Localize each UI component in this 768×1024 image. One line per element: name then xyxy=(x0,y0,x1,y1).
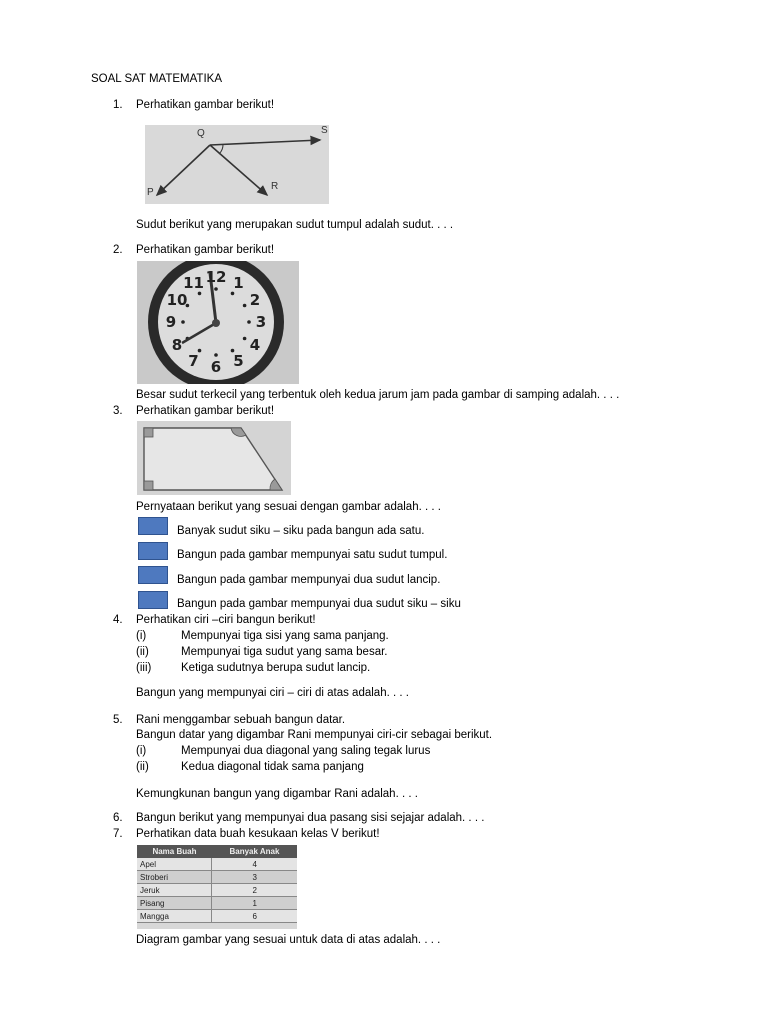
clock-numeral-6: 6 xyxy=(210,358,222,376)
q7-fruit-table-image xyxy=(137,845,297,929)
clock-hour-dot xyxy=(198,292,202,296)
q3-trapezoid-figure xyxy=(137,421,291,495)
q5-number: 5. xyxy=(113,714,123,726)
clock-numeral-11: 11 xyxy=(183,274,204,292)
clock-numeral-4: 4 xyxy=(249,335,261,354)
q6-text: Bangun berikut yang mempunyai dua pasang sisi sejajar adalah. . . . xyxy=(136,812,485,824)
clock-hour-dot xyxy=(247,320,251,324)
q5-question: Kemungkunan bangun yang digambar Rani adalah. . . . xyxy=(136,788,418,800)
table-cell: Apel xyxy=(137,858,212,871)
clock-numeral-1: 1 xyxy=(233,274,244,292)
q3-option-d-checkbox[interactable] xyxy=(138,591,168,609)
q4-item-iii: Ketiga sudutnya berupa sudut lancip. xyxy=(181,662,371,674)
q4-item-ii: Mempunyai tiga sudut yang sama besar. xyxy=(181,646,388,658)
q1-angle-figure xyxy=(145,125,329,204)
q4-number: 4. xyxy=(113,614,123,626)
table-row xyxy=(137,858,297,871)
q3-option-b-checkbox[interactable] xyxy=(138,542,168,560)
clock-numeral-3: 3 xyxy=(255,313,267,331)
table-row xyxy=(137,897,297,910)
q4-item-ii-num: (ii) xyxy=(136,646,149,658)
q5-item-ii: Kedua diagonal tidak sama panjang xyxy=(181,761,364,773)
q2-text: Perhatikan gambar berikut! xyxy=(136,244,275,256)
table-cell: 1 xyxy=(212,897,297,910)
table-cell: Mangga xyxy=(137,910,212,923)
q7-text: Perhatikan data buah kesukaan kelas V berikut! xyxy=(136,828,380,840)
q1-label-p: P xyxy=(147,187,154,198)
clock-hour-dot xyxy=(231,292,235,296)
q5-item-i: Mempunyai dua diagonal yang saling tegak lurus xyxy=(181,745,431,757)
q1-label-r: R xyxy=(271,181,279,192)
table-cell: Jeruk xyxy=(137,884,212,897)
q3-option-a-checkbox[interactable] xyxy=(138,517,168,535)
clock-numeral-7: 7 xyxy=(188,352,199,370)
clock-numeral-9: 9 xyxy=(165,313,177,331)
q4-item-iii-num: (iii) xyxy=(136,662,152,674)
q1-number: 1. xyxy=(113,99,123,111)
clock-numeral-12: 12 xyxy=(205,268,227,286)
q5-item-ii-num: (ii) xyxy=(136,761,149,773)
clock-hour-dot xyxy=(214,287,218,291)
q2-clock-figure xyxy=(137,261,299,384)
q3-option-c: Bangun pada gambar mempunyai dua sudut lancip. xyxy=(177,574,441,586)
table-cell: 2 xyxy=(212,884,297,897)
q4-item-i-num: (i) xyxy=(136,630,147,642)
q7-number: 7. xyxy=(113,828,123,840)
q3-text: Perhatikan gambar berikut! xyxy=(136,405,275,417)
q2-question: Besar sudut terkecil yang terbentuk oleh kedua jarum jam pada gambar di samping adalah. . . . xyxy=(136,389,620,401)
table-cell: Stroberi xyxy=(137,871,212,884)
clock-numeral-5: 5 xyxy=(233,352,244,370)
table-cell: 4 xyxy=(212,858,297,871)
q6-number: 6. xyxy=(113,812,123,824)
table-cell: Pisang xyxy=(137,897,212,910)
q1-label-s: S xyxy=(321,125,328,136)
q4-question: Bangun yang mempunyai ciri – ciri di atas adalah. . . . xyxy=(136,687,409,699)
clock-hour-dot xyxy=(181,320,185,324)
q1-text: Perhatikan gambar berikut! xyxy=(136,99,275,111)
table-cell: 6 xyxy=(212,910,297,923)
table-header: Banyak Anak xyxy=(212,845,297,858)
q3-number: 3. xyxy=(113,405,123,417)
table-row xyxy=(137,871,297,884)
q3-option-a: Banyak sudut siku – siku pada bangun ada satu. xyxy=(177,525,425,537)
q3-question: Pernyataan berikut yang sesuai dengan gambar adalah. . . . xyxy=(136,501,441,513)
q5-item-i-num: (i) xyxy=(136,745,147,757)
q5-text2: Bangun datar yang digambar Rani mempunyai ciri-cir sebagai berikut. xyxy=(136,729,493,741)
clock-numeral-2: 2 xyxy=(249,290,261,309)
q4-item-i: Mempunyai tiga sisi yang sama panjang. xyxy=(181,630,389,642)
clock-hour-dot xyxy=(243,337,247,341)
q1-question: Sudut berikut yang merupakan sudut tumpul adalah sudut. . . . xyxy=(136,219,454,231)
clock-numeral-10: 10 xyxy=(166,290,188,309)
q2-number: 2. xyxy=(113,244,123,256)
q3-option-c-checkbox[interactable] xyxy=(138,566,168,584)
page-title: SOAL SAT MATEMATIKA xyxy=(91,73,222,85)
table-row xyxy=(137,884,297,897)
q1-label-q: Q xyxy=(197,128,205,139)
q3-option-b: Bangun pada gambar mempunyai satu sudut tumpul. xyxy=(177,549,448,561)
clock-numeral-8: 8 xyxy=(171,335,183,354)
q4-text: Perhatikan ciri –ciri bangun berikut! xyxy=(136,614,316,626)
q3-option-d: Bangun pada gambar mempunyai dua sudut siku – siku xyxy=(177,598,461,610)
table-cell: 3 xyxy=(212,871,297,884)
table-row xyxy=(137,910,297,923)
clock-hour-dot xyxy=(243,304,247,308)
q7-question: Diagram gambar yang sesuai untuk data di atas adalah. . . . xyxy=(136,934,441,946)
fruit-table xyxy=(137,845,297,923)
clock-hour-dot xyxy=(214,353,218,357)
table-header: Nama Buah xyxy=(137,845,212,858)
q5-text: Rani menggambar sebuah bangun datar. xyxy=(136,714,346,726)
